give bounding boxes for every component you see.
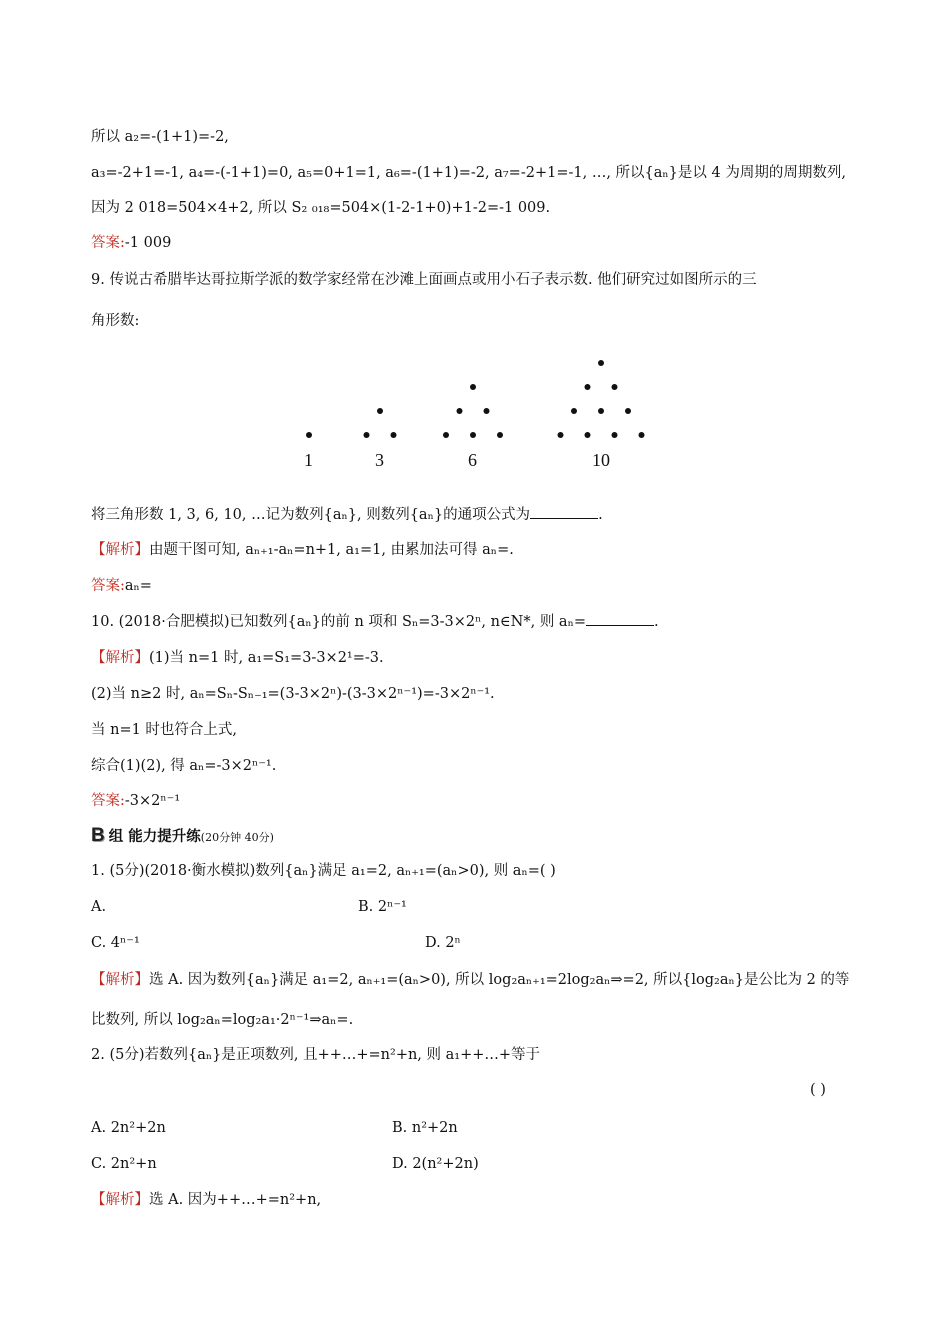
b-question-2: 2. (5分)若数列{aₙ}是正项数列, 且++…+=n²+n, 则 a₁++…+等于 <box>91 1047 541 1063</box>
dot <box>470 384 476 390</box>
answer-blank <box>530 505 598 519</box>
analysis-label: 【解析】 <box>91 1192 149 1208</box>
question-10 <box>91 612 659 632</box>
analysis-text: 选 A. 因为数列{aₙ}满足 a₁=2, aₙ₊₁=(aₙ>0), 所以 log₂aₙ₊₁=2log₂aₙ⇒=2, 所以{log₂aₙ}是公比为 2 的等 <box>149 972 850 988</box>
question-9-line-1: 9. 传说古希腊毕达哥拉斯学派的数学家经常在沙滩上面画点或用小石子表示数. 他们研究过如图所示的三 <box>91 272 757 288</box>
b2-option-a: A. 2n²+2n <box>91 1120 166 1136</box>
dot <box>612 432 618 438</box>
dot <box>612 384 618 390</box>
question-10-analysis-1 <box>91 648 384 668</box>
question-9-end: . <box>598 507 603 523</box>
dot <box>585 432 591 438</box>
question-10-analysis-4: 综合(1)(2), 得 aₙ=-3×2ⁿ⁻¹. <box>91 758 277 774</box>
analysis-label: 【解析】 <box>91 972 149 988</box>
question-9-analysis <box>91 540 514 560</box>
dot <box>585 384 591 390</box>
question-10-text: 10. (2018·合肥模拟)已知数列{aₙ}的前 n 项和 Sₙ=3-3×2ⁿ, n∈N*, 则 aₙ= <box>91 614 587 630</box>
answer-label: 答案: <box>91 235 125 251</box>
answer-9 <box>91 576 152 596</box>
dot <box>364 432 370 438</box>
dot <box>598 408 604 414</box>
section-b-title: 组 能力提升练 <box>108 828 201 845</box>
b1-option-c: C. 4ⁿ⁻¹ <box>91 935 140 951</box>
question-10-analysis-3: 当 n=1 时也符合上式, <box>91 722 238 738</box>
dot <box>558 432 564 438</box>
analysis-text: (1)当 n=1 时, a₁=S₁=3-3×2¹=-3. <box>149 650 384 666</box>
b2-option-d: D. 2(n²+2n) <box>392 1156 479 1172</box>
analysis-text: 由题干图可知, aₙ₊₁-aₙ=n+1, a₁=1, 由累加法可得 aₙ=. <box>149 542 514 558</box>
dot <box>391 432 397 438</box>
dot <box>598 360 604 366</box>
answer-label: 答案: <box>91 578 125 594</box>
dot <box>571 408 577 414</box>
dot <box>457 408 463 414</box>
question-9-line-2: 角形数: <box>91 313 140 329</box>
b1-analysis-2: 比数列, 所以 log₂aₙ=log₂a₁·2ⁿ⁻¹⇒aₙ=. <box>91 1012 354 1028</box>
answer-label: 答案: <box>91 793 125 809</box>
b1-option-d: D. 2ⁿ <box>425 935 461 951</box>
question-10-analysis-2: (2)当 n≥2 时, aₙ=Sₙ-Sₙ₋₁=(3-3×2ⁿ)-(3-3×2ⁿ⁻¹)=-3×2ⁿ⁻¹. <box>91 686 495 702</box>
section-b-header <box>91 826 274 848</box>
dot <box>377 408 383 414</box>
b1-analysis-1 <box>91 970 849 990</box>
question-9-line-3 <box>91 505 603 525</box>
dot <box>443 432 449 438</box>
dot <box>470 432 476 438</box>
section-b-badge: B <box>91 825 105 846</box>
dot <box>625 408 631 414</box>
analysis-label: 【解析】 <box>91 542 149 558</box>
solution-line-2: a₃=-2+1=-1, a₄=-(-1+1)=0, a₅=0+1=1, a₆=-(1+1)=-2, a₇=-2+1=-1, …, 所以{aₙ}是以 4 为周期的周期数列, <box>91 165 846 181</box>
triangular-numbers-figure <box>290 350 660 480</box>
b2-option-b: B. n²+2n <box>392 1120 458 1136</box>
answer-10 <box>91 791 180 811</box>
answer-value: -3×2ⁿ⁻¹ <box>124 793 181 809</box>
b2-analysis <box>91 1190 321 1210</box>
b-question-1: 1. (5分)(2018·衡水模拟)数列{aₙ}满足 a₁=2, aₙ₊₁=(aₙ>0), 则 aₙ=( ) <box>91 863 556 879</box>
dot <box>306 432 312 438</box>
answer-value: aₙ= <box>124 578 152 594</box>
answer-1 <box>91 233 171 253</box>
figure-label-1: 1 <box>304 450 313 470</box>
b2-option-c: C. 2n²+n <box>91 1156 157 1172</box>
figure-label-10: 10 <box>592 450 610 470</box>
analysis-label: 【解析】 <box>91 650 149 666</box>
dot <box>497 432 503 438</box>
dot <box>639 432 645 438</box>
dot <box>484 408 490 414</box>
solution-line-3: 因为 2 018=504×4+2, 所以 S₂ ₀₁₈=504×(1-2-1+0)+1-2=-1 009. <box>91 200 551 216</box>
question-10-end: . <box>654 614 659 630</box>
answer-blank <box>586 612 654 626</box>
solution-line-1: 所以 a₂=-(1+1)=-2, <box>91 129 229 145</box>
b1-option-a: A. <box>91 899 107 915</box>
section-b-time: (20分钟 40分) <box>200 831 274 844</box>
b2-answer-parens: ( ) <box>810 1082 826 1098</box>
analysis-text: 选 A. 因为++…+=n²+n, <box>149 1192 322 1208</box>
answer-value: -1 009 <box>124 235 172 251</box>
figure-label-6: 6 <box>468 450 477 470</box>
figure-label-3: 3 <box>375 450 384 470</box>
b1-option-b: B. 2ⁿ⁻¹ <box>358 899 407 915</box>
question-9-text: 将三角形数 1, 3, 6, 10, …记为数列{aₙ}, 则数列{aₙ}的通项公式为 <box>91 507 531 523</box>
